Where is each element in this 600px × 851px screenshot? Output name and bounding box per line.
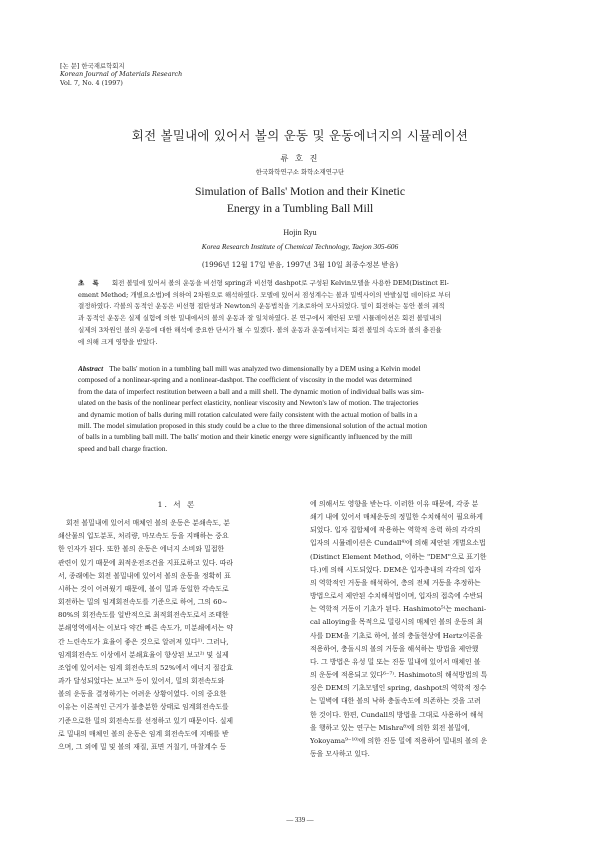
abstract-korean-line: 결정하였다. 각볼의 동적인 운동은 비선형 접탄성과 Newton의 운동법칙을 기초로하여 모사되었다. 밀이 회전하는 동안 볼의 궤적 — [78, 302, 445, 311]
abstract-english-line: and dynamic motion of balls during mill rotation calculated were faily consistent with the actual motion of balls in a — [78, 409, 418, 419]
title-english-line: Simulation of Balls' Motion and their Kinetic — [194, 185, 406, 198]
body-line: 분쇄영역에서는 이보다 약간 빠른 속도가, 미분쇄에서는 약 — [58, 624, 234, 633]
body-line: 80%의 회전속도를 일반적으로 최적회전속도로서 조태한 — [58, 611, 229, 620]
author-english: Hojin Ryu — [283, 228, 317, 237]
body-line: 쇄기 내에 있어서 매체운동의 정밀한 수치해석이 필요하게 — [310, 513, 483, 522]
abstract-english-line: mill. The model simulation proposed in this study could be a clue to the three dimensional solution of the actual motion — [78, 421, 428, 431]
body-line: 방법으로서 제안된 수치해석법이며, 입자의 접촉에 수반되 — [310, 592, 483, 601]
body-line: 한 인자가 된다. 또한 볼의 운동은 에너지 소비와 밀접한 — [58, 545, 225, 554]
abstract-korean — [78, 278, 526, 348]
body-line: 의 운동에 적용되고 있다⁶⁻⁷⁾. Hashimoto의 해석방법의 특 — [310, 671, 488, 680]
body-line: 적용하여, 충돌시의 볼의 거동을 해석하는 방법을 제안했 — [310, 644, 479, 653]
body-column-right — [310, 498, 548, 761]
body-line: 과가 달성되었다는 보고³⁾ 등이 있어서, 밀의 회전속도와 — [58, 677, 225, 686]
body-line: 징은 DEM의 기초모델인 spring, dashpot의 역학적 정수 — [310, 684, 487, 693]
body-line: 에 의해서도 영향을 받는다. 이러한 이유 때문에, 각종 분 — [310, 500, 479, 508]
body-line: 한 것이다. 한편, Cundall의 방법을 그대로 사용하여 해석 — [310, 710, 484, 719]
body-line: 기준으로한 밀의 회전속도를 선정하고 있기 때문이다. 실제 — [58, 716, 234, 725]
journal-line-english: Korean Journal of Materials Research — [60, 70, 183, 79]
body-line: 의 역학적인 거동을 해석하여, 층의 전체 거동을 추정하는 — [310, 578, 481, 587]
body-line: 간 느린속도가 효율이 좋은 것으로 알려져 있다¹⁾. 그러나, — [58, 637, 229, 646]
journal-line-korean: [논 문] 한국재료학회지 — [60, 62, 125, 70]
body-line: 되었다. 입자 집합체에 작용하는 역학적 응력 하의 각각의 — [310, 526, 481, 535]
title-korean: 회전 볼밀내에 있어서 볼의 운동 및 운동에너지의 시뮬레이션 — [131, 128, 469, 143]
abstract-korean-line: ement Method; 개별요소법)에 의하여 2차원으로 해석하였다. 모델에 있어서 점성계수는 볼과 밀벽사이의 반발실험 데이타로 부터 — [78, 290, 451, 299]
abstract-korean-line: 실제의 3차원인 볼의 운동에 대한 해석에 중요한 단서가 될 수 있겠다. 볼의 운동과 운동에너지는 회전 볼밀의 속도와 볼의 충진율 — [78, 325, 442, 334]
body-line: 관련이 있기 때문에 최적운전조건을 지표로하고 있다. 따라 — [58, 558, 234, 567]
body-line: 로 밀내의 매체인 볼의 운동은 임계 회전속도에 지배를 받 — [58, 729, 229, 738]
body-line: 조업에 있어서는 임계 회전속도의 52%에서 에너지 절감효 — [58, 663, 233, 672]
body-line: 다. 그 방법은 유성 밀 또는 진동 밀내에 있어서 매체인 볼 — [310, 657, 481, 666]
body-line: 동을 모사하고 있다. — [310, 749, 370, 758]
body-line: 임계회전속도 이상에서 분쇄효율이 향상된 보고²⁾ 및 실제 — [58, 650, 229, 659]
abstract-korean-line: 에 의해 크게 영향을 받았다. — [78, 337, 158, 346]
body-line: 쇄산물의 입도분포, 처리량, 마모속도 등을 지배하는 중요 — [58, 532, 229, 541]
body-line: 입자의 시뮬레이션은 Cundall⁴⁾에 의해 제안된 개별요소법 — [310, 539, 486, 548]
abstract-korean-label: 초 록 — [78, 279, 102, 287]
affiliation-english: Korea Research Institute of Chemical Technology, Taejon 305-606 — [201, 242, 399, 251]
abstract-english-line: of balls in a tumbling ball mill. The balls' motion and their kinetic energy were significantly influenced by the mill — [78, 432, 413, 442]
body-line: 서, 종래에는 회전 볼밀내에 있어서 볼의 운동을 정확히 표 — [58, 571, 231, 580]
abstract-english-line: speed and ball charge fraction. — [78, 443, 168, 453]
body-line: (Distinct Element Method, 이하는 "DEM"으로 표기한 — [310, 552, 487, 561]
body-line: cal alloying을 목적으로 밀링시의 매체인 볼의 운동의 최 — [310, 618, 483, 627]
body-line: 으며, 그 외에 밀 및 볼의 재질, 표면 거칠기, 마찰계수 등 — [58, 742, 227, 751]
title-english-line: Energy in a Tumbling Ball Mill — [226, 201, 374, 215]
abstract-english-label: Abstract — [78, 364, 104, 373]
received-dates: (1996년 12월 17일 받음, 1997년 3월 10일 최종수정본 받음) — [201, 260, 399, 269]
body-line: 이유는 이론적인 근거가 불충분한 상태로 임계회전속도를 — [58, 703, 229, 712]
abstract-english-line: Abstract The balls' motion in a tumbling ball mill was analyzed two dimensionally by a DEM using a Kelvin model — [78, 364, 421, 373]
abstract-english-line: composed of a nonlinear-spring and a nonlinear-dashpot. The coefficient of viscosity in the model was determined — [78, 375, 412, 385]
body-line: 회전 볼밀내에 있어서 매체인 볼의 운동은 분쇄속도, 분 — [66, 519, 230, 528]
body-line: 다.)에 의해 시도되었다. DEM은 입자층내의 각각의 입자 — [310, 565, 481, 574]
page-number: — 339 — — [286, 817, 314, 824]
abstract-korean-line: 초 록 회전 볼밀에 있어서 볼의 운동을 비선형 spring과 비선형 dashpot로 구성된 Kelvin모델을 사용한 DEM(Distinct El- — [78, 279, 449, 287]
section-heading-introduction: 1. 서 론 — [157, 500, 197, 509]
abstract-english-line: ulated on the basis of the nonlinear perfect elasticity, nonliear viscosity and Newton's law of motion. The trajectories — [78, 398, 419, 408]
body-column-left — [58, 498, 296, 754]
body-line: 사를 DEM을 기초로 하여, 볼의 충돌현상에 Hertz이론을 — [310, 631, 483, 640]
abstract-english — [78, 363, 526, 454]
journal-line-volume: Vol. 7, No. 4 (1997) — [60, 78, 123, 87]
body-line: 는 역학적 거동이 기초가 된다. Hashimoto⁵⁾는 mechani- — [310, 605, 487, 614]
author-korean: 류 호 진 — [280, 153, 320, 163]
abstract-korean-line: 과 동적인 운동은 실제 실험에 의한 밀내에서의 볼의 운동과 잘 일치하였다. 본 연구에서 제안된 모델 시뮬레이션은 회전 볼밀내의 — [78, 314, 442, 323]
body-line: 는 밀벽에 대한 볼의 낙하 충돌속도에 의존하는 것을 고려 — [310, 697, 481, 706]
body-line: Yokoyama⁹⁻¹⁰⁾에 의한 진동 밀에 적용하여 밀내의 볼의 운 — [310, 736, 488, 745]
title-english — [0, 184, 600, 217]
body-line: 시하는 것이 어려웠기 때문에, 볼이 밀과 동일한 각속도로 — [58, 584, 229, 593]
abstract-english-line: from the data of imperfect restitution between a ball and a mill shell. The dynamic motion of individual balls was sim- — [78, 386, 424, 396]
affiliation-korean: 한국화학연구소 화학소재연구단 — [255, 168, 345, 176]
journal-header — [60, 62, 182, 87]
body-line: 볼의 운동을 결정하기는 어려운 상황이였다. 이의 중요한 — [58, 690, 227, 699]
body-line: 회전하는 밀의 임계회전속도를 기준으로 하여, 그의 60~ — [58, 598, 228, 607]
body-line: 을 행하고 있는 연구는 Mishra⁸⁾에 의한 회전 볼밀에, — [310, 723, 470, 732]
